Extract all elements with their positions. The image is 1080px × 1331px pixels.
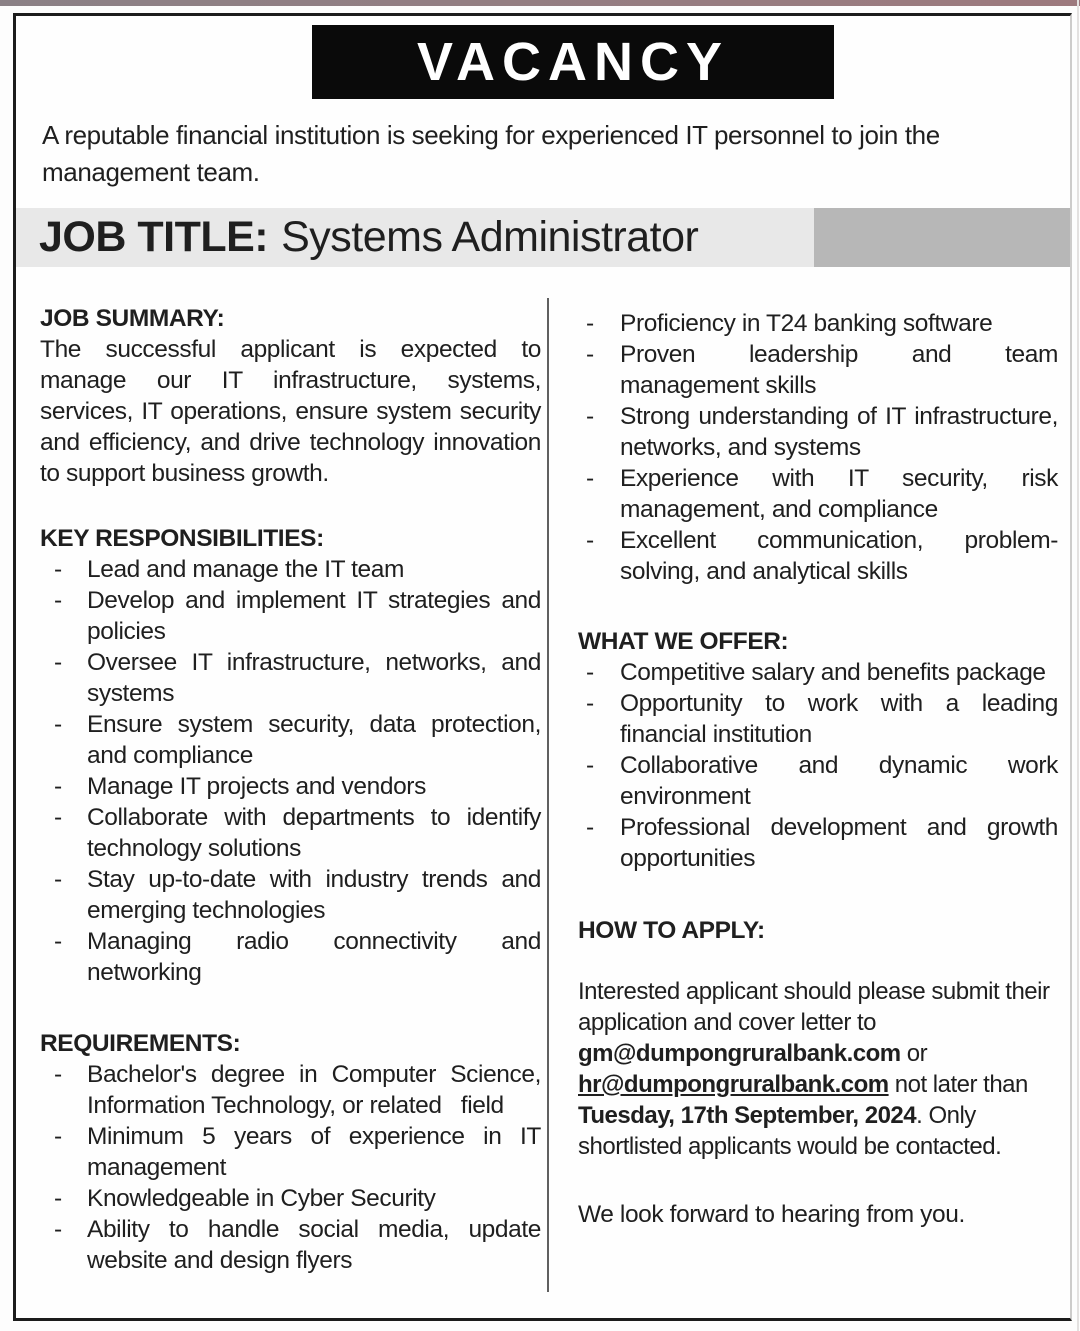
requirements-list [40,1059,548,1276]
bullet-dash: - [54,928,62,955]
bullet-dash: - [54,556,62,583]
left-column [16,298,547,1302]
bullet-text: Oversee IT infrastructure, networks, and systems [87,649,548,707]
bullet-text: Develop and implement IT strategies and policies [87,587,548,645]
emphasized-text: gm@dumpongruralbank.com [578,1040,901,1067]
bullet-dash: - [54,866,62,893]
job-title-bar-shaded-block [814,208,1070,267]
job-title-bar-light [16,208,814,267]
bullet-text: Bachelor's degree in Computer Science, Information Technology, or related field [87,1061,548,1119]
what-we-offer-list [578,657,1065,874]
emphasized-text: Tuesday, 17th September, 2024 [578,1102,917,1129]
emphasized-text: hr@dumpongruralbank.com [578,1071,889,1098]
list-item [578,463,1065,525]
bullet-dash: - [586,527,594,554]
bullet-text: Collaborate with departments to identify technology solutions [87,804,548,862]
bullet-dash: - [586,659,594,686]
list-item [40,1214,548,1276]
list-item [40,771,541,802]
bullet-text: Ability to handle social media, update website and design flyers [87,1216,548,1274]
bullet-text: Proven leadership and team management skills [620,341,1065,399]
bullet-text: Knowledgeable in Cyber Security [87,1185,436,1212]
bullet-dash: - [54,1123,62,1150]
list-item [40,1121,548,1183]
ad-page [13,13,1072,1321]
bullet-text: Competitive salary and benefits package [620,659,1046,686]
job-title-label: JOB TITLE: [39,213,269,261]
list-item [40,647,548,709]
requirements-continued-list [578,308,1065,587]
bullet-text: Manage IT projects and vendors [87,773,426,800]
job-summary-body: The successful applicant is expected to manage our IT infrastructure, systems, services, IT operations, ensure system security and efficiency, and drive technology innovation to support business growth. [40,336,541,487]
how-to-apply-heading: HOW TO APPLY: [578,917,765,944]
key-responsibilities-heading: KEY RESPONSIBILITIES: [40,525,324,552]
list-item [40,926,548,988]
plain-text: Interested applicant should please submit their application and cover letter to [578,978,1050,1036]
bullet-dash: - [586,814,594,841]
list-item [40,802,548,864]
body-columns [16,298,1070,1302]
list-item [40,554,541,585]
plain-text: . Only shortlisted applicants would be contacted. [578,1102,1002,1160]
bullet-dash: - [54,1216,62,1243]
bullet-dash: - [586,341,594,368]
bullet-text: Collaborative and dynamic work environment [620,752,1065,810]
requirements-heading: REQUIREMENTS: [40,1030,241,1057]
bullet-dash: - [54,711,62,738]
list-item [578,688,1065,750]
list-item [578,657,1058,688]
bullet-dash: - [586,752,594,779]
right-column [549,298,1070,1302]
list-item [578,308,1058,339]
bullet-dash: - [54,587,62,614]
bullet-text: Stay up-to-date with industry trends and emerging technologies [87,866,548,924]
bullet-text: Experience with IT security, risk management, and compliance [620,465,1065,523]
what-we-offer-heading: WHAT WE OFFER: [578,628,789,655]
list-item [578,812,1065,874]
closing-line: We look forward to hearing from you. [578,1201,965,1228]
bullet-text: Strong understanding of IT infrastructure, networks, and systems [620,403,1065,461]
list-item [578,525,1058,587]
list-item [40,585,548,647]
bullet-text: Opportunity to work with a leading financial institution [620,690,1065,748]
bullet-text: Excellent communication, problem-solving, and analytical skills [620,527,1058,585]
plain-text: not later than [888,1071,1028,1098]
plain-text: or [900,1040,928,1067]
job-title-bar [16,208,1070,267]
bullet-dash: - [586,465,594,492]
bullet-text: Managing radio connectivity and networking [87,928,548,986]
list-item [40,1183,541,1214]
job-title-value: Systems Administrator [281,213,699,261]
vacancy-title: VACANCY [416,32,729,92]
scan-top-strip [0,0,1080,6]
bullet-dash: - [54,773,62,800]
key-responsibilities-list [40,554,548,988]
bullet-text: Proficiency in T24 banking software [620,310,993,337]
scan-right-edge [1077,0,1079,1331]
bullet-dash: - [54,1061,62,1088]
how-to-apply-paragraph [578,976,1058,1162]
bullet-dash: - [586,403,594,430]
list-item [40,709,548,771]
bullet-text: Lead and manage the IT team [87,556,405,583]
bullet-dash: - [586,690,594,717]
bullet-text: Minimum 5 years of experience in IT management [87,1123,548,1181]
bullet-dash: - [54,649,62,676]
bullet-text: Ensure system security, data protection, and compliance [87,711,548,769]
bullet-dash: - [54,804,62,831]
list-item [40,1059,548,1121]
bullet-text: Professional development and growth opportunities [620,814,1065,872]
list-item [578,401,1065,463]
bullet-dash: - [586,310,594,337]
list-item [40,864,548,926]
bullet-dash: - [54,1185,62,1212]
intro-text: A reputable financial institution is seeking for experienced IT personnel to join the management team. [42,120,940,187]
list-item [578,339,1065,401]
job-summary-heading: JOB SUMMARY: [40,305,225,332]
list-item [578,750,1065,812]
vacancy-banner [312,25,834,99]
